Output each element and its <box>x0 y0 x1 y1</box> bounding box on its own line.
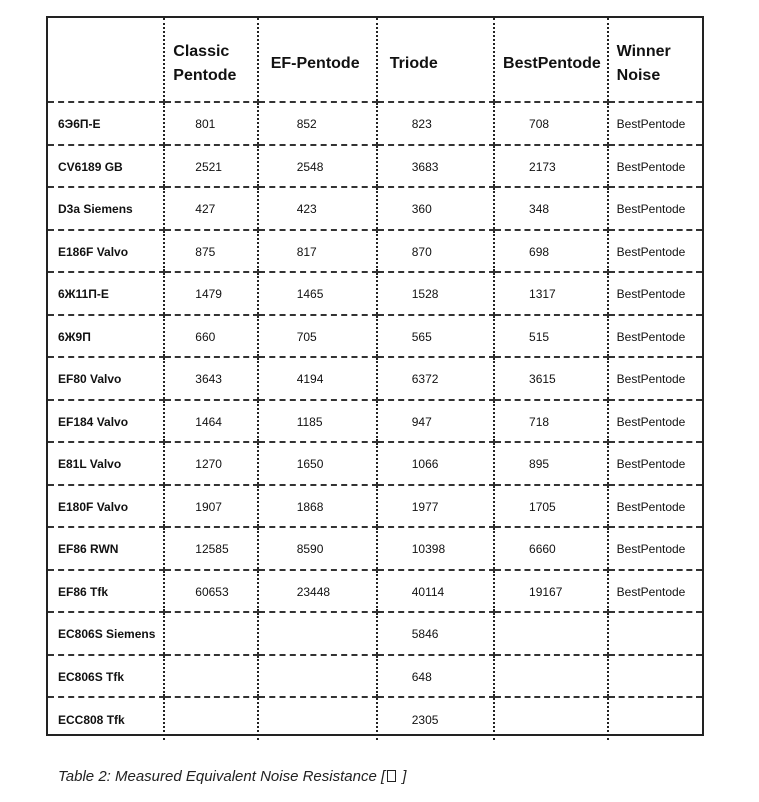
table-row <box>48 485 702 528</box>
column-header-line: Pentode <box>173 66 237 84</box>
winner-noise-cell: BestPentode <box>608 570 702 613</box>
tube-name-cell: E180F Valvo <box>48 485 164 528</box>
tube-name-cell: D3a Siemens <box>48 187 164 230</box>
table-row <box>48 187 702 230</box>
ef-pentode-cell: 1868 <box>258 485 377 528</box>
column-header-line: Classic <box>173 42 230 60</box>
best-pentode-cell: 19167 <box>494 570 608 613</box>
winner-noise-cell: BestPentode <box>608 485 702 528</box>
winner-noise-cell: BestPentode <box>608 357 702 400</box>
triode-cell: 947 <box>377 400 494 443</box>
table-row <box>48 315 702 358</box>
classic-pentode-cell <box>164 697 257 740</box>
classic-pentode-cell: 427 <box>164 187 257 230</box>
tube-name-cell: EF86 RWN <box>48 527 164 570</box>
best-pentode-cell: 2173 <box>494 145 608 188</box>
winner-noise-cell: BestPentode <box>608 145 702 188</box>
classic-pentode-cell: 1479 <box>164 272 257 315</box>
winner-noise-cell <box>608 612 702 655</box>
column-header-line: BestPentode <box>503 54 601 72</box>
triode-cell: 360 <box>377 187 494 230</box>
ef-pentode-cell: 8590 <box>258 527 377 570</box>
table-row <box>48 230 702 273</box>
classic-pentode-cell: 660 <box>164 315 257 358</box>
best-pentode-cell: 3615 <box>494 357 608 400</box>
ef-pentode-cell: 423 <box>258 187 377 230</box>
best-pentode-cell: 1317 <box>494 272 608 315</box>
table-body <box>48 102 702 740</box>
triode-cell: 6372 <box>377 357 494 400</box>
winner-noise-cell <box>608 697 702 740</box>
column-header-line: EF-Pentode <box>270 54 360 72</box>
table-row <box>48 612 702 655</box>
tube-name-cell: ECC808 Tfk <box>58 712 125 727</box>
tube-name-cell: EF184 Valvo <box>48 400 164 443</box>
column-header-line: Winner <box>616 42 671 60</box>
ef-pentode-cell: 705 <box>258 315 377 358</box>
ef-pentode-cell <box>258 612 377 655</box>
ohm-icon <box>387 770 396 782</box>
classic-pentode-cell: 60653 <box>164 570 257 613</box>
column-header-triode <box>377 18 494 102</box>
triode-cell: 565 <box>377 315 494 358</box>
table-caption <box>58 768 406 785</box>
winner-noise-cell <box>608 655 702 698</box>
best-pentode-cell <box>494 655 608 698</box>
classic-pentode-cell <box>164 612 257 655</box>
column-header-winner-noise <box>608 18 702 102</box>
winner-noise-cell: BestPentode <box>608 315 702 358</box>
winner-noise-cell: BestPentode <box>608 272 702 315</box>
table-row <box>48 400 702 443</box>
table-row <box>48 697 702 740</box>
table-row <box>48 527 702 570</box>
table-row <box>48 357 702 400</box>
classic-pentode-cell: 1270 <box>164 442 257 485</box>
column-header-ef-pentode <box>258 18 377 102</box>
classic-pentode-cell: 875 <box>164 230 257 273</box>
tube-name-cell: 6Э6П-Е <box>48 102 164 145</box>
triode-cell: 2305 <box>377 697 494 740</box>
triode-cell: 823 <box>377 102 494 145</box>
ef-pentode-cell: 1650 <box>258 442 377 485</box>
tube-name-cell: EC806S Siemens <box>48 612 164 655</box>
winner-noise-cell: BestPentode <box>608 187 702 230</box>
tube-name-cell: E186F Valvo <box>48 230 164 273</box>
triode-cell: 870 <box>377 230 494 273</box>
table-row <box>48 145 702 188</box>
triode-cell: 5846 <box>377 612 494 655</box>
table-row <box>48 102 702 145</box>
best-pentode-cell: 698 <box>494 230 608 273</box>
triode-cell: 1977 <box>377 485 494 528</box>
best-pentode-cell: 6660 <box>494 527 608 570</box>
classic-pentode-cell: 12585 <box>164 527 257 570</box>
winner-noise-cell: BestPentode <box>608 527 702 570</box>
tube-name-cell: E81L Valvo <box>48 442 164 485</box>
ef-pentode-cell: 2548 <box>258 145 377 188</box>
classic-pentode-cell: 801 <box>164 102 257 145</box>
classic-pentode-cell: 2521 <box>164 145 257 188</box>
column-header-line: Triode <box>389 54 438 72</box>
column-header-line: Noise <box>616 66 661 84</box>
table-row <box>48 272 702 315</box>
best-pentode-cell <box>494 697 608 740</box>
best-pentode-cell: 708 <box>494 102 608 145</box>
classic-pentode-cell: 1464 <box>164 400 257 443</box>
ef-pentode-cell: 1185 <box>258 400 377 443</box>
best-pentode-cell: 348 <box>494 187 608 230</box>
winner-noise-cell: BestPentode <box>608 442 702 485</box>
best-pentode-cell <box>494 612 608 655</box>
noise-resistance-table-frame <box>46 16 704 736</box>
table-header <box>48 18 702 102</box>
column-header-best-pentode <box>494 18 608 102</box>
winner-noise-cell: BestPentode <box>608 400 702 443</box>
tube-name-cell: 6Ж11П-Е <box>48 272 164 315</box>
table-row <box>48 570 702 613</box>
tube-name-cell: CV6189 GB <box>48 145 164 188</box>
triode-cell: 648 <box>377 655 494 698</box>
ef-pentode-cell: 4194 <box>258 357 377 400</box>
best-pentode-cell: 1705 <box>494 485 608 528</box>
column-header-classic-pentode <box>164 18 257 102</box>
winner-noise-cell: BestPentode <box>608 230 702 273</box>
classic-pentode-cell <box>164 655 257 698</box>
column-header-tube <box>48 18 164 102</box>
best-pentode-cell: 895 <box>494 442 608 485</box>
tube-name-cell: EF86 Tfk <box>48 570 164 613</box>
tube-name-cell: 6Ж9П <box>48 315 164 358</box>
ef-pentode-cell: 817 <box>258 230 377 273</box>
triode-cell: 10398 <box>377 527 494 570</box>
classic-pentode-cell: 1907 <box>164 485 257 528</box>
tube-name-cell: EF80 Valvo <box>48 357 164 400</box>
ef-pentode-cell <box>258 697 377 740</box>
triode-cell: 40114 <box>377 570 494 613</box>
header-row <box>48 18 702 102</box>
classic-pentode-cell: 3643 <box>164 357 257 400</box>
tube-name-cell: EC806S Tfk <box>48 655 164 698</box>
noise-resistance-table <box>48 18 702 740</box>
triode-cell: 1066 <box>377 442 494 485</box>
table-row <box>48 442 702 485</box>
ef-pentode-cell: 1465 <box>258 272 377 315</box>
ef-pentode-cell: 23448 <box>258 570 377 613</box>
winner-noise-cell: BestPentode <box>608 102 702 145</box>
best-pentode-cell: 515 <box>494 315 608 358</box>
triode-cell: 1528 <box>377 272 494 315</box>
caption-text: Table 2: Measured Equivalent Noise Resistance [ <box>58 768 386 785</box>
triode-cell: 3683 <box>377 145 494 188</box>
ef-pentode-cell <box>258 655 377 698</box>
caption-suffix: ] <box>398 768 407 785</box>
table-row <box>48 655 702 698</box>
best-pentode-cell: 718 <box>494 400 608 443</box>
ef-pentode-cell: 852 <box>258 102 377 145</box>
